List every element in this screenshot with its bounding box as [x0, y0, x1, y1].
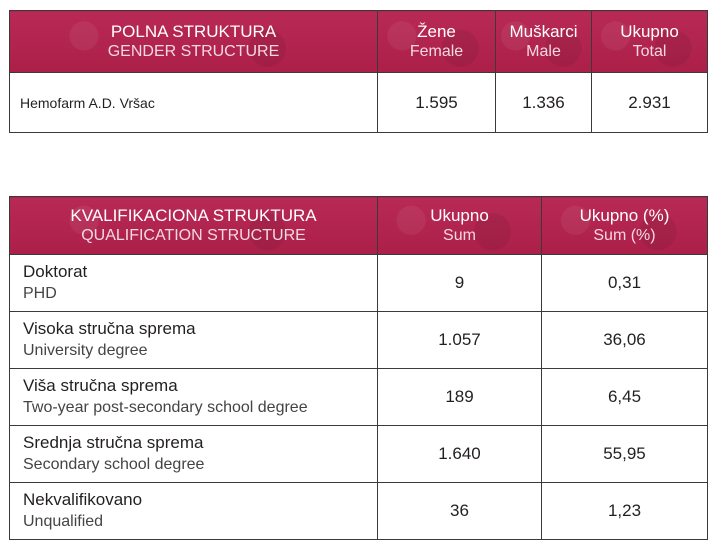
gender-header-row [10, 11, 708, 73]
qualification-sum: 1.057 [378, 312, 542, 369]
table-row [10, 426, 708, 483]
qualification-percent: 1,23 [542, 483, 708, 540]
qualification-label-cell [10, 483, 378, 540]
qualification-label-cell [10, 426, 378, 483]
percent-header-en: Sum (%) [593, 227, 656, 244]
qualification-title: KVALIFIKACIONA STRUKTURA [70, 206, 317, 225]
table-row [10, 312, 708, 369]
percent-header-cell [542, 197, 708, 255]
male-header: Muškarci [509, 22, 578, 41]
qualification-percent: 6,45 [542, 369, 708, 426]
gender-title: POLNA STRUKTURA [110, 22, 277, 41]
qualification-sum: 1.640 [378, 426, 542, 483]
qualification-label-en: PHD [23, 285, 57, 302]
qualification-structure-table [9, 196, 708, 540]
female-count: 1.595 [378, 73, 496, 133]
qualification-label-en: University degree [23, 342, 148, 359]
female-header-en: Female [409, 43, 464, 60]
total-header: Ukupno [620, 22, 679, 41]
female-header: Žene [417, 22, 456, 41]
male-header-cell [496, 11, 592, 73]
qualification-title-cell [10, 197, 378, 255]
qualification-label: Nekvalifikovano [23, 490, 143, 509]
total-header-cell [592, 11, 708, 73]
sum-header-en: Sum [443, 227, 476, 244]
table-row [10, 369, 708, 426]
qualification-sum: 9 [378, 255, 542, 312]
table-row [10, 255, 708, 312]
qualification-label: Viša stručna sprema [23, 376, 178, 395]
qualification-label-en: Unqualified [23, 513, 104, 530]
gender-title-cell [10, 11, 378, 73]
qualification-subtitle: QUALIFICATION STRUCTURE [81, 227, 306, 244]
qualification-label-cell [10, 312, 378, 369]
company-name: Hemofarm A.D. Vršac [10, 73, 378, 133]
qualification-percent: 36,06 [542, 312, 708, 369]
female-header-cell [378, 11, 496, 73]
gender-data-row [10, 73, 708, 133]
qualification-sum: 36 [378, 483, 542, 540]
sum-header-cell [378, 197, 542, 255]
sum-header: Ukupno [430, 206, 489, 225]
total-count: 2.931 [592, 73, 708, 133]
male-header-en: Male [526, 43, 561, 60]
qualification-header-row [10, 197, 708, 255]
male-count: 1.336 [496, 73, 592, 133]
qualification-label: Visoka stručna sprema [23, 319, 196, 338]
qualification-percent: 0,31 [542, 255, 708, 312]
qualification-label: Doktorat [23, 262, 88, 281]
gender-structure-table [9, 10, 708, 133]
qualification-label-cell [10, 255, 378, 312]
qualification-label-en: Secondary school degree [23, 456, 205, 473]
table-row [10, 483, 708, 540]
qualification-sum: 189 [378, 369, 542, 426]
percent-header: Ukupno (%) [579, 206, 670, 225]
qualification-label-en: Two-year post-secondary school degree [23, 399, 308, 416]
qualification-percent: 55,95 [542, 426, 708, 483]
gender-subtitle: GENDER STRUCTURE [107, 43, 280, 60]
total-header-en: Total [632, 43, 667, 60]
qualification-label-cell [10, 369, 378, 426]
qualification-label: Srednja stručna sprema [23, 433, 204, 452]
